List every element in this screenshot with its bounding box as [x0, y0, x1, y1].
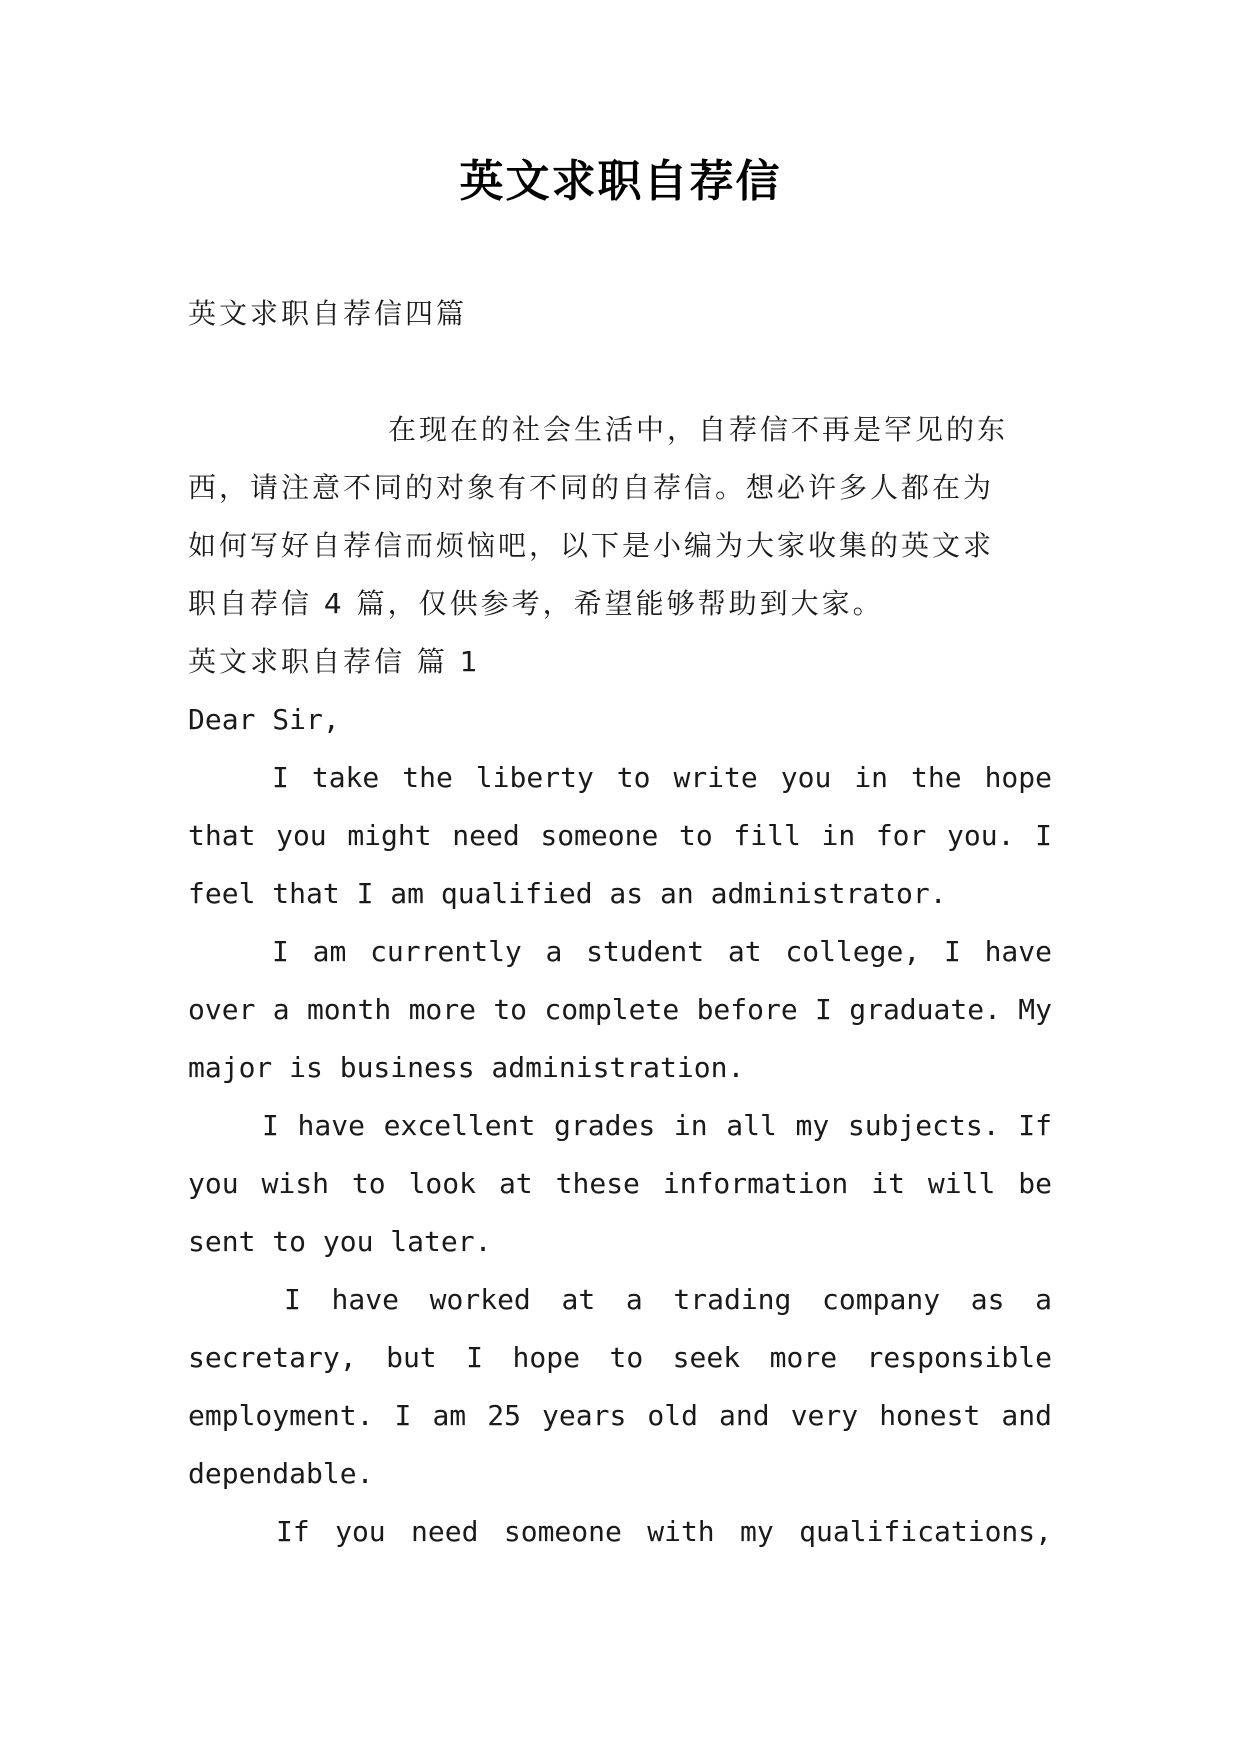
- intro-line: 在现在的社会生活中，自荐信不再是罕见的东: [388, 413, 1009, 446]
- letter-line: I take the liberty to write you in the hope: [272, 761, 1052, 794]
- document-subtitle: 英文求职自荐信四篇: [188, 297, 468, 330]
- intro-line: 西，请注意不同的对象有不同的自荐信。想必许多人都在为: [188, 471, 995, 504]
- letter-line: over a month more to complete before I graduate. My: [188, 993, 1052, 1026]
- letter-line: that you might need someone to fill in for you. I: [188, 819, 1052, 852]
- letter-line: you wish to look at these information it will be: [188, 1167, 1052, 1200]
- letter-line: I have worked at a trading company as a: [284, 1283, 1052, 1316]
- letter-line: feel that I am qualified as an administrator.: [188, 877, 947, 910]
- letter-line: employment. I am 25 years old and very honest and: [188, 1399, 1052, 1432]
- document-title: 英文求职自荐信: [459, 156, 782, 207]
- letter-line: I am currently a student at college, I have: [272, 935, 1052, 968]
- letter-line: If you need someone with my qualifications,: [276, 1515, 1052, 1548]
- letter-line: sent to you later.: [188, 1225, 492, 1258]
- section-heading: 英文求职自荐信 篇 1: [188, 645, 481, 678]
- letter-line: secretary, but I hope to seek more responsible: [188, 1341, 1052, 1374]
- salutation: Dear Sir,: [188, 703, 340, 736]
- letter-line: I have excellent grades in all my subjects. If: [262, 1109, 1052, 1142]
- letter-line: dependable.: [188, 1457, 374, 1490]
- letter-line: major is business administration.: [188, 1051, 745, 1084]
- intro-line: 如何写好自荐信而烦恼吧，以下是小编为大家收集的英文求: [188, 529, 995, 562]
- intro-line: 职自荐信 4 篇，仅供参考，希望能够帮助到大家。: [188, 587, 884, 620]
